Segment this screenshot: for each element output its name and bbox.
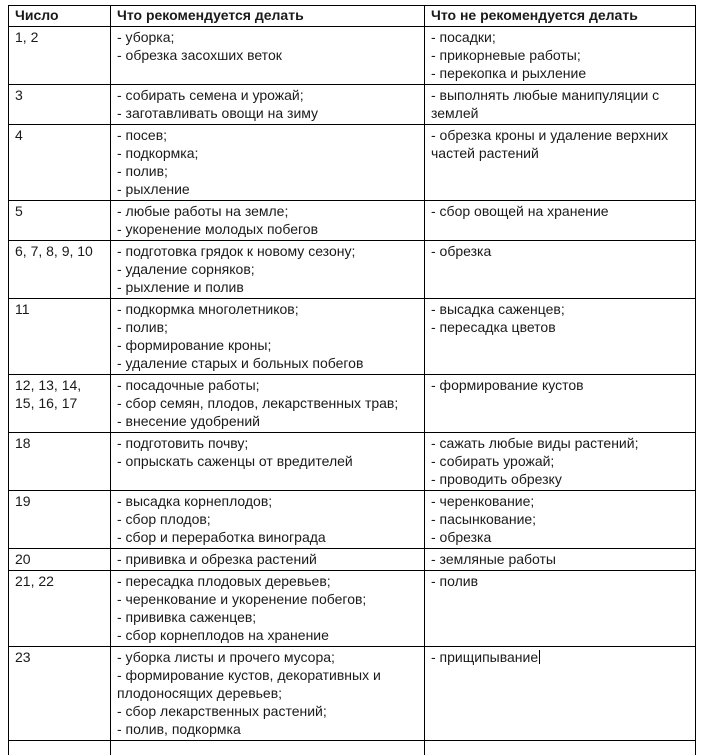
cell-recommended[interactable] [111, 27, 425, 85]
cell-text-line: - любые работы на земле; [117, 203, 289, 219]
garden-calendar-table [8, 5, 696, 755]
cell-text-line: 1, 2 [15, 29, 39, 45]
table-header-row [9, 6, 696, 27]
cell-not-recommended[interactable] [425, 375, 696, 433]
cell-recommended[interactable] [111, 741, 425, 755]
cell-number[interactable] [9, 549, 111, 571]
cell-text-line: - обрезка [431, 243, 492, 259]
cell-number[interactable] [9, 647, 111, 741]
cell-text-line: 18 [15, 435, 31, 451]
clipped-table-row [9, 741, 696, 755]
cell-number[interactable] [9, 571, 111, 647]
cell-number[interactable] [9, 433, 111, 491]
header-not-recommended: Что не рекомендуется делать [425, 6, 696, 27]
cell-text-line: 21, 22 [15, 573, 54, 589]
cell-text-line: 4 [15, 127, 23, 143]
cell-recommended[interactable] [111, 125, 425, 201]
cell-number[interactable] [9, 741, 111, 755]
cell-text-line: - посадочные работы; [117, 377, 260, 393]
cell-text-line: - удаление сорняков; [117, 261, 255, 277]
cell-text-line: - рыхление [117, 181, 190, 197]
cell-recommended[interactable] [111, 375, 425, 433]
cell-recommended[interactable] [111, 647, 425, 741]
cell-recommended[interactable] [111, 571, 425, 647]
cell-text-line: - подкормка; [117, 145, 199, 161]
table-row [9, 241, 696, 299]
cell-not-recommended[interactable] [425, 571, 696, 647]
cell-text-line: - высадка саженцев; [431, 301, 565, 317]
cell-text-line: - подкормка многолетников; [117, 301, 299, 317]
cell-text-line: - прищипывание [431, 649, 539, 665]
text-cursor [539, 650, 540, 664]
cell-text-line: - полив; [117, 163, 168, 179]
cell-recommended[interactable] [111, 491, 425, 549]
cell-text-line: - полив, подкормка [117, 721, 241, 737]
cell-text-line: - перекопка и рыхление [431, 65, 587, 81]
cell-text-line: 11 [15, 301, 30, 317]
cell-not-recommended[interactable] [425, 125, 696, 201]
cell-number[interactable] [9, 375, 111, 433]
cell-text-line: - пересадка плодовых деревьев; [117, 573, 331, 589]
cell-text-line: - прививка саженцев; [117, 609, 257, 625]
cell-text-line: - прививка и обрезка растений [117, 551, 317, 567]
cell-text-line: - уборка; [117, 29, 175, 45]
cell-text-line: - пасынкование; [431, 511, 537, 527]
cell-text-line: - формирование кустов [431, 377, 584, 393]
cell-recommended[interactable] [111, 549, 425, 571]
table-row [9, 571, 696, 647]
cell-not-recommended[interactable] [425, 549, 696, 571]
cell-text-line: - подготовить почву; [117, 435, 249, 451]
cell-text-line: - заготавливать овощи на зиму [117, 105, 319, 121]
cell-not-recommended[interactable] [425, 299, 696, 375]
cell-text-line: - обрезка [431, 529, 492, 545]
cell-text-line: - полив [431, 573, 479, 589]
cell-number[interactable] [9, 201, 111, 241]
cell-text-line: - земляные работы [431, 551, 556, 567]
cell-text-line: - опрыскать саженцы от вредителей [117, 453, 353, 469]
cell-text-line: - собирать семена и урожай; [117, 87, 304, 103]
cell-number[interactable] [9, 27, 111, 85]
cell-text-line: - сбор лекарственных растений; [117, 703, 327, 719]
cell-text-line: - черенкование; [431, 493, 535, 509]
table-row [9, 491, 696, 549]
cell-text-line: - сбор и переработка винограда [117, 529, 326, 545]
table-row [9, 647, 696, 741]
cell-not-recommended[interactable] [425, 433, 696, 491]
cell-recommended[interactable] [111, 85, 425, 125]
table-body [9, 27, 696, 741]
cell-not-recommended[interactable] [425, 85, 696, 125]
cell-text-line: 6, 7, 8, 9, 10 [15, 243, 93, 259]
header-recommended: Что рекомендуется делать [111, 6, 425, 27]
cell-number[interactable] [9, 125, 111, 201]
cell-text-line: - сбор плодов; [117, 511, 211, 527]
cell-recommended[interactable] [111, 241, 425, 299]
cell-text-line: - сбор овощей на хранение [431, 203, 609, 219]
cell-text-line: 23 [15, 649, 31, 665]
cell-text-line: - сажать любые виды растений; [431, 435, 639, 451]
cell-text-line: - формирование кустов, декоративных и плодоносящих деревьев; [117, 667, 381, 701]
cell-text-line: - выполнять любые манипуляции с землей [431, 87, 660, 121]
cell-recommended[interactable] [111, 299, 425, 375]
cell-text-line: - формирование кроны; [117, 337, 272, 353]
cell-recommended[interactable] [111, 201, 425, 241]
cell-text-line: - проводить обрезку [431, 471, 562, 487]
cell-number[interactable] [9, 491, 111, 549]
cell-text-line: - черенкование и укоренение побегов; [117, 591, 367, 607]
cell-text-line: - полив; [117, 319, 168, 335]
cell-text-line: - посадки; [431, 29, 496, 45]
cell-text-line: 19 [15, 493, 31, 509]
cell-not-recommended[interactable] [425, 201, 696, 241]
table-row [9, 27, 696, 85]
cell-recommended[interactable] [111, 433, 425, 491]
cell-text-line: - собирать урожай; [431, 453, 555, 469]
cell-text-line: - уборка листы и прочего мусора; [117, 649, 335, 665]
cell-text-line: - высадка корнеплодов; [117, 493, 273, 509]
cell-text-line: - подготовка грядок к новому сезону; [117, 243, 356, 259]
cell-text-line: - внесение удобрений [117, 413, 260, 429]
cell-text-line: - рыхление и полив [117, 279, 244, 295]
table-row [9, 433, 696, 491]
cell-text-line: - обрезка засохших веток [117, 47, 282, 63]
cell-text-line: - удаление старых и больных побегов [117, 355, 364, 371]
cell-not-recommended[interactable] [425, 491, 696, 549]
table-row [9, 201, 696, 241]
table-row [9, 375, 696, 433]
table-body-clipped [9, 741, 696, 755]
cell-number[interactable] [9, 241, 111, 299]
cell-text-line: - укоренение молодых побегов [117, 221, 319, 237]
table-row [9, 549, 696, 571]
cell-text-line: - пересадка цветов [431, 319, 556, 335]
cell-text-line: - посев; [117, 127, 168, 143]
table-row [9, 299, 696, 375]
cell-text-line: - сбор семян, плодов, лекарственных трав; [117, 395, 399, 411]
cell-text-line: 12, 13, 14, 15, 16, 17 [15, 377, 82, 411]
cell-not-recommended[interactable] [425, 741, 696, 755]
cell-number[interactable] [9, 299, 111, 375]
cell-text-line: - прикорневые работы; [431, 47, 581, 63]
cell-not-recommended[interactable] [425, 241, 696, 299]
cell-text-line: 20 [15, 551, 31, 567]
table-row [9, 125, 696, 201]
header-number: Число [9, 6, 111, 27]
cell-text-line: 5 [15, 203, 23, 219]
cell-not-recommended[interactable] [425, 27, 696, 85]
cell-number[interactable] [9, 85, 111, 125]
cell-text-line: 3 [15, 87, 23, 103]
cell-not-recommended[interactable] [425, 647, 696, 741]
cell-text-line: - обрезка кроны и удаление верхних частей растений [431, 127, 669, 161]
cell-text-line: - сбор корнеплодов на хранение [117, 627, 329, 643]
table-row [9, 85, 696, 125]
